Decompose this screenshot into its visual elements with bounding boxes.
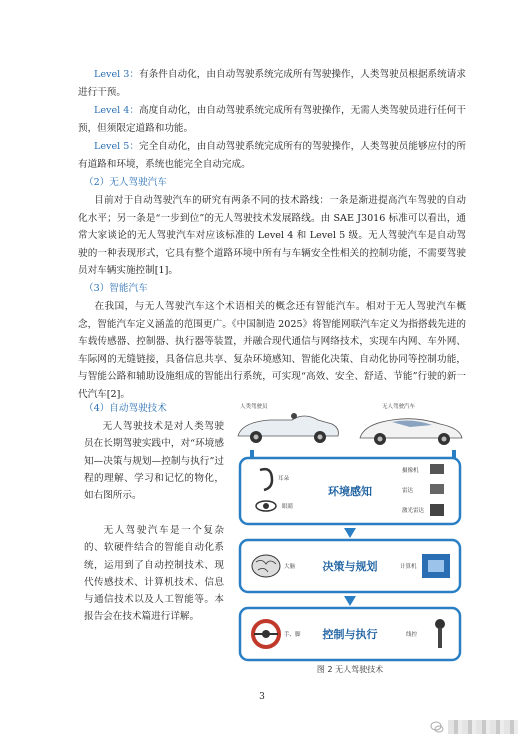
hand-foot-label: 手、脚 [284, 632, 301, 638]
level5-label: Level 5： [94, 141, 140, 152]
perception-title: 环境感知 [328, 485, 372, 498]
sensor3-label: 激光雷达 [402, 508, 425, 514]
section2-heading: （2）无人驾驶汽车 [84, 177, 167, 188]
section2-body [78, 192, 466, 280]
autonomous-driving-figure [232, 400, 468, 662]
ear-label: 耳朵 [278, 476, 290, 482]
lidar-icon [430, 504, 444, 516]
watermark-blurred-text [448, 720, 518, 734]
sensor2-label: 雷达 [402, 488, 414, 494]
wechat-icon [430, 720, 444, 734]
watermark [430, 720, 518, 734]
section4-para2 [84, 522, 224, 626]
arrow-down-icon [344, 528, 356, 538]
brain-icon [252, 555, 280, 577]
radar-icon [430, 484, 444, 494]
figure-caption: 图 2 无人驾驶技术 [316, 665, 384, 674]
computer-label: 计算机 [400, 564, 417, 570]
camera-icon [430, 464, 444, 474]
section2-text: 目前对于自动驾驶汽车的研究有两条不同的技术路线：一条是渐进提高汽车驾驶的自动化水平；另一条是“一步到位”的无人驾驶技术发展路线。由 SAE J3016 标准可以看出，通常大家谈论的无人驾驶汽车对应该标准的 Level 4 和 Level 5 级。无人驾驶汽车是自动驾驶的一种表现形式，它具有整个道路环境中所有与车辆安全性相关的控制功能，不需要驾驶员对车辆实施控制[1]。 [78, 195, 466, 276]
level4-text: 高度自动化，由自动驾驶系统完成所有驾驶操作，无需人类驾驶员进行任何干预，但须限定道路和功能。 [78, 105, 467, 134]
level4-paragraph [78, 102, 466, 137]
level5-text: 完全自动化，由自动驾驶系统完成所有的驾驶操作，人类驾驶员能够应付的所有道路和环境，系统也能完全自动完成。 [78, 141, 467, 170]
section3-heading: （3）智能汽车 [84, 283, 148, 294]
human-car-icon [238, 413, 338, 443]
autonomous-car-icon [360, 419, 462, 445]
page-number: 3 [259, 692, 265, 702]
actuator-label: 线控 [406, 632, 418, 638]
section4-para1-text: 无人驾驶技术是对人类驾驶员在长期驾驶实践中，对“环境感知—决策与规划—控制与执行”过程的理解、学习和记忆的物化，如右图所示。 [84, 421, 224, 502]
level3-text: 有条件自动化，由自动驾驶系统完成所有驾驶操作，人类驾驶员根据系统请求进行干预。 [78, 69, 467, 98]
left-car-label: 人类驾驶员 [240, 404, 268, 410]
section4-para2-text: 无人驾驶汽车是一个复杂的、软硬件结合的智能自动化系统，运用到了自动控制技术、现代传感技术、计算机技术、信息与通信技术以及人工智能等。本报告会在技术篇进行详解。 [84, 525, 224, 623]
right-car-label: 无人驾驶汽车 [382, 404, 416, 410]
arrow-down-icon-2 [344, 596, 356, 606]
section4-para1 [84, 418, 224, 504]
eye-label: 眼睛 [282, 504, 294, 510]
level3-paragraph [78, 66, 466, 101]
section4-heading: （4）自动驾驶技术 [84, 403, 167, 414]
level5-paragraph [78, 138, 466, 173]
section3-text: 在我国，与无人驾驶汽车这个术语相关的概念还有智能汽车。相对于无人驾驶汽车概念，智能汽车定义涵盖的范围更广。《中国制造 2025》将智能网联汽车定义为指搭载先进的车载传感器、控制器、执行器等装置，并融合现代通信与网络技术，实现车内网、车外网、车际网的无缝链接，具备信息共享、复杂环境感知、智能化决策、自动化协同等控制功能，与智能公路和辅助设施组成的智能出行系统，可实现“高效、安全、舒适、节能”行驶的新一代汽车[2]。 [78, 301, 466, 400]
computer-chip-icon [422, 554, 450, 578]
planning-title: 决策与规划 [322, 560, 378, 573]
section3-body [78, 298, 466, 403]
level4-label: Level 4： [94, 105, 140, 116]
control-title: 控制与执行 [322, 628, 378, 641]
brain-label: 大脑 [284, 564, 296, 570]
sensor1-label: 摄像机 [402, 468, 419, 474]
level3-label: Level 3： [94, 69, 140, 80]
